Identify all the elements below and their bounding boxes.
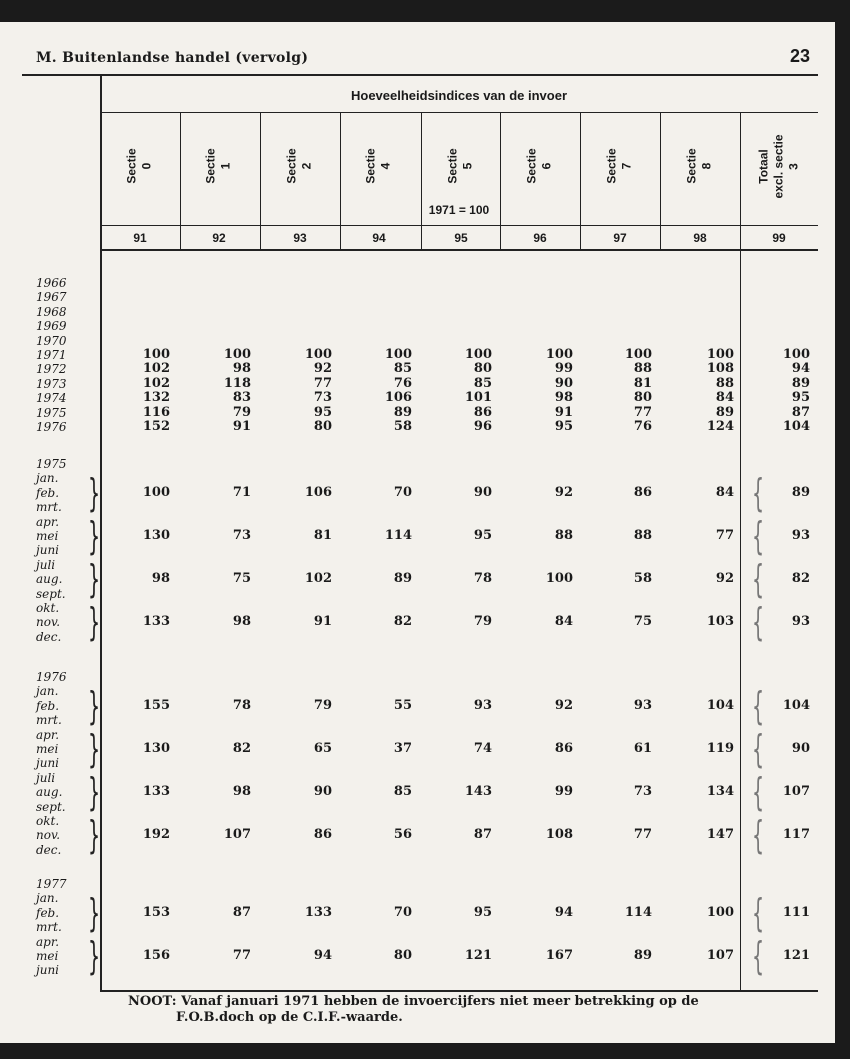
quarter-brace-right: { <box>752 514 765 558</box>
data-cell: 121 <box>464 948 492 963</box>
base-year-label: 1971 = 100 <box>428 203 490 217</box>
section-header-line: 1 <box>219 162 234 170</box>
data-cell: 58 <box>633 571 652 587</box>
data-cell: 156 <box>142 948 170 963</box>
footnote <box>128 994 808 1026</box>
data-cell: 89 <box>791 484 810 500</box>
data-cell: 100 <box>706 904 734 920</box>
quarter-brace: } <box>88 770 101 815</box>
data-cell: 90 <box>313 784 332 800</box>
quarter-brace: } <box>88 727 101 771</box>
section-header-line: 5 <box>461 162 476 170</box>
data-cell: 98 <box>232 614 251 630</box>
month-label: juli <box>36 770 56 785</box>
year-label: 1966 <box>36 276 67 290</box>
total-column-divider <box>740 112 741 990</box>
column-number: 92 <box>212 231 226 245</box>
month-label: nov. <box>36 615 61 630</box>
data-cell: 89 <box>633 948 652 963</box>
data-cell: 167 <box>545 948 573 963</box>
table-top-rule <box>22 74 818 76</box>
data-cell: 79 <box>313 697 332 713</box>
month-label: apr. <box>36 934 60 949</box>
data-cell: 80 <box>633 390 652 406</box>
data-cell: 98 <box>232 361 251 377</box>
year-label: 1975 <box>36 457 67 471</box>
column-number: 91 <box>133 231 147 245</box>
data-cell: 133 <box>304 904 332 920</box>
data-cell: 82 <box>393 614 412 630</box>
column-divider <box>660 112 661 251</box>
column-number: 96 <box>533 231 547 245</box>
month-label: juli <box>36 557 56 572</box>
year-label: 1972 <box>36 362 67 377</box>
data-cell: 100 <box>545 571 573 587</box>
month-label: mei <box>36 742 59 756</box>
quarter-brace-right: { <box>752 890 765 935</box>
year-label: 1967 <box>36 290 67 305</box>
quarter-brace: } <box>88 600 101 645</box>
data-cell: 70 <box>393 904 412 920</box>
data-cell: 84 <box>715 390 734 406</box>
month-label: mrt. <box>36 500 62 515</box>
data-cell: 98 <box>151 571 170 587</box>
year-label: 1973 <box>36 376 67 391</box>
quarter-brace-right: { <box>752 727 765 771</box>
scan-top-edge <box>0 0 850 22</box>
data-cell: 119 <box>706 741 734 756</box>
data-cell: 77 <box>715 528 734 543</box>
page-number: 23 <box>790 46 811 66</box>
data-cell: 37 <box>393 741 412 756</box>
year-label: 1977 <box>36 877 67 891</box>
data-cell: 76 <box>393 375 412 391</box>
data-cell: 96 <box>473 419 492 434</box>
column-number: 98 <box>693 231 707 245</box>
data-cell: 94 <box>554 904 573 920</box>
quarter-brace-right: { <box>752 770 765 815</box>
data-cell: 84 <box>554 614 573 630</box>
year-label: 1974 <box>36 391 67 406</box>
data-cell: 102 <box>142 375 170 391</box>
data-cell: 70 <box>393 484 412 500</box>
section-header-text <box>525 148 555 183</box>
section-header-line: 7 <box>620 162 635 170</box>
data-cell: 104 <box>706 697 734 713</box>
section-header-line: 4 <box>379 162 394 170</box>
year-label: 1970 <box>36 333 67 348</box>
section-header <box>685 106 715 226</box>
section-header <box>364 106 394 226</box>
table-bottom-rule <box>100 990 818 992</box>
data-cell: 88 <box>554 528 573 543</box>
data-cell: 107 <box>706 948 734 963</box>
month-label: juni <box>36 963 60 978</box>
data-cell: 100 <box>545 347 573 362</box>
data-cell: 87 <box>791 404 810 420</box>
data-cell: 93 <box>791 614 810 630</box>
data-cell: 100 <box>384 347 412 362</box>
data-cell: 90 <box>554 375 573 391</box>
data-cell: 77 <box>633 827 652 843</box>
data-cell: 55 <box>393 697 412 713</box>
data-cell: 117 <box>782 827 810 843</box>
data-cell: 65 <box>313 741 332 756</box>
data-cell: 98 <box>554 390 573 406</box>
column-number: 93 <box>293 231 307 245</box>
year-label: 1968 <box>36 304 67 319</box>
data-cell: 90 <box>791 741 810 756</box>
data-cell: 100 <box>223 347 251 362</box>
section-header-line: Sectie <box>125 148 140 184</box>
data-cell: 124 <box>706 419 734 434</box>
data-cell: 82 <box>791 571 810 587</box>
data-cell: 86 <box>554 741 573 756</box>
section-header-line: Sectie <box>605 148 620 184</box>
data-cell: 58 <box>393 419 412 434</box>
month-label: nov. <box>36 828 61 843</box>
month-label: juni <box>36 543 60 558</box>
month-label: sept. <box>36 799 66 814</box>
section-header-line: 6 <box>540 162 555 170</box>
data-cell: 92 <box>554 697 573 713</box>
data-cell: 147 <box>706 827 734 843</box>
month-label: jan. <box>36 471 59 486</box>
data-cell: 133 <box>142 614 170 630</box>
data-cell: 100 <box>304 347 332 362</box>
data-cell: 83 <box>232 390 251 406</box>
data-cell: 100 <box>464 347 492 362</box>
section-header <box>204 106 234 226</box>
data-cell: 95 <box>473 528 492 543</box>
section-header-text <box>125 148 155 183</box>
quarter-brace-right: { <box>752 600 765 645</box>
section-header-line: Sectie <box>285 148 300 184</box>
month-label: jan. <box>36 684 59 699</box>
month-label: okt. <box>36 814 60 828</box>
data-cell: 85 <box>393 361 412 377</box>
data-cell: 121 <box>782 948 810 963</box>
footnote-line-1: NOOT: Vanaf januari 1971 hebben de invoercijfers niet meer betrekking op de <box>128 994 699 1009</box>
year-label: 1971 <box>36 348 67 362</box>
section-title: M. Buitenlandse handel (vervolg) <box>36 50 309 66</box>
data-cell: 75 <box>633 614 652 630</box>
quarter-brace: } <box>88 683 101 728</box>
data-cell: 77 <box>633 404 652 420</box>
section-header <box>605 106 635 226</box>
column-number: 95 <box>454 231 468 245</box>
section-header <box>446 106 476 226</box>
data-cell: 87 <box>232 904 251 920</box>
data-cell: 93 <box>791 528 810 543</box>
data-cell: 111 <box>782 904 810 920</box>
data-cell: 81 <box>313 528 332 543</box>
data-cell: 155 <box>142 697 170 713</box>
quarter-brace: } <box>88 514 101 558</box>
data-cell: 88 <box>715 375 734 391</box>
quarter-brace-right: { <box>752 683 765 728</box>
data-cell: 84 <box>715 484 734 500</box>
data-cell: 77 <box>313 375 332 391</box>
data-cell: 103 <box>706 614 734 630</box>
data-cell: 100 <box>142 484 170 500</box>
data-cell: 94 <box>313 948 332 963</box>
data-cell: 99 <box>554 361 573 377</box>
data-cell: 89 <box>715 404 734 420</box>
data-cell: 95 <box>313 404 332 420</box>
section-header-line: 0 <box>140 162 155 170</box>
quarter-brace: } <box>88 813 101 858</box>
data-cell: 95 <box>554 419 573 434</box>
quarter-brace: } <box>88 470 101 515</box>
data-cell: 88 <box>633 361 652 377</box>
data-cell: 95 <box>473 904 492 920</box>
month-label: apr. <box>36 514 60 529</box>
data-cell: 82 <box>232 741 251 756</box>
data-cell: 95 <box>791 390 810 406</box>
section-header-text <box>285 148 315 183</box>
data-cell: 80 <box>393 948 412 963</box>
data-cell: 71 <box>232 484 251 500</box>
data-cell: 73 <box>232 528 251 543</box>
data-cell: 107 <box>782 784 810 800</box>
data-cell: 89 <box>791 375 810 391</box>
section-header-line: Sectie <box>446 148 461 184</box>
month-label: dec. <box>36 842 62 857</box>
data-cell: 192 <box>142 827 170 843</box>
data-cell: 78 <box>232 697 251 713</box>
data-cell: 73 <box>633 784 652 800</box>
data-cell: 100 <box>706 347 734 362</box>
column-divider <box>421 112 422 251</box>
data-cell: 143 <box>464 784 492 800</box>
data-cell: 100 <box>782 347 810 362</box>
quarter-brace-right: { <box>752 470 765 515</box>
section-header <box>285 106 315 226</box>
data-cell: 92 <box>715 571 734 587</box>
data-cell: 100 <box>142 347 170 362</box>
month-label: jan. <box>36 891 59 906</box>
quarter-brace: } <box>88 557 101 602</box>
data-cell: 133 <box>142 784 170 800</box>
data-cell: 101 <box>464 390 492 406</box>
data-cell: 114 <box>624 904 652 920</box>
data-cell: 108 <box>706 361 734 377</box>
data-cell: 116 <box>142 404 170 420</box>
data-cell: 88 <box>633 528 652 543</box>
data-cell: 81 <box>633 375 652 391</box>
month-label: juni <box>36 756 60 771</box>
data-cell: 89 <box>393 404 412 420</box>
data-cell: 130 <box>142 741 170 756</box>
data-cell: 93 <box>473 697 492 713</box>
data-cell: 75 <box>232 571 251 587</box>
data-cell: 80 <box>313 419 332 434</box>
month-label: feb. <box>36 905 60 920</box>
data-cell: 89 <box>393 571 412 587</box>
month-label: mei <box>36 949 59 963</box>
data-cell: 130 <box>142 528 170 543</box>
data-cell: 93 <box>633 697 652 713</box>
super-header: Hoeveelheidsindices van de invoer <box>350 88 568 103</box>
data-cell: 99 <box>554 784 573 800</box>
month-label: aug. <box>36 785 63 800</box>
data-cell: 94 <box>791 361 810 377</box>
section-header <box>125 106 155 226</box>
section-header-line: Sectie <box>204 148 219 184</box>
data-cell: 78 <box>473 571 492 587</box>
column-number: 97 <box>613 231 627 245</box>
data-cell: 77 <box>232 948 251 963</box>
quarter-brace-right: { <box>752 813 765 858</box>
section-header-line: 2 <box>300 162 315 170</box>
data-cell: 86 <box>313 827 332 843</box>
data-cell: 91 <box>232 419 251 434</box>
section-header-line: Totaal <box>756 148 771 184</box>
month-label: dec. <box>36 629 62 644</box>
year-label: 1969 <box>36 319 67 334</box>
section-header-line: Sectie <box>685 148 700 184</box>
data-cell: 132 <box>142 390 170 406</box>
column-number: 94 <box>372 231 386 245</box>
data-cell: 87 <box>473 827 492 843</box>
column-divider <box>180 112 181 251</box>
data-cell: 104 <box>782 697 810 713</box>
data-cell: 102 <box>304 571 332 587</box>
month-label: mrt. <box>36 920 62 935</box>
data-cell: 106 <box>304 484 332 500</box>
data-cell: 153 <box>142 904 170 920</box>
section-header-line: excl. sectie <box>771 133 786 199</box>
data-cell: 98 <box>232 784 251 800</box>
month-label: sept. <box>36 586 66 601</box>
data-cell: 86 <box>473 404 492 420</box>
data-cell: 92 <box>313 361 332 377</box>
data-cell: 92 <box>554 484 573 500</box>
section-header-text <box>446 148 476 183</box>
data-cell: 118 <box>223 375 251 391</box>
column-divider <box>580 112 581 251</box>
year-label: 1976 <box>36 420 67 434</box>
month-label: okt. <box>36 601 60 615</box>
column-divider <box>260 112 261 251</box>
year-label: 1976 <box>36 670 67 684</box>
column-number-rule <box>100 249 818 251</box>
quarter-brace-right: { <box>752 557 765 602</box>
data-cell: 56 <box>393 827 412 843</box>
data-cell: 85 <box>393 784 412 800</box>
data-cell: 79 <box>232 404 251 420</box>
year-label: 1975 <box>36 405 67 420</box>
quarter-brace-right: { <box>752 934 765 978</box>
column-number: 99 <box>772 231 786 245</box>
section-header-line: Sectie <box>525 148 540 184</box>
data-cell: 104 <box>782 419 810 434</box>
section-header-line: 3 <box>786 162 801 170</box>
data-cell: 74 <box>473 741 492 756</box>
section-header-line: Sectie <box>364 148 379 184</box>
scan-bottom-edge <box>0 1043 850 1059</box>
month-label: feb. <box>36 485 60 500</box>
month-label: mrt. <box>36 713 62 728</box>
month-label: mei <box>36 529 59 543</box>
data-cell: 73 <box>313 390 332 406</box>
quarter-brace: } <box>88 890 101 935</box>
section-header <box>525 106 555 226</box>
footnote-line-2: F.O.B.doch op de C.I.F.-waarde. <box>176 1010 403 1025</box>
data-cell: 134 <box>706 784 734 800</box>
section-header-text <box>364 148 394 183</box>
section-header-line: 8 <box>700 162 715 170</box>
data-cell: 108 <box>545 827 573 843</box>
data-cell: 100 <box>624 347 652 362</box>
month-label: apr. <box>36 727 60 742</box>
section-header-text <box>605 148 635 183</box>
data-cell: 152 <box>142 419 170 434</box>
data-cell: 85 <box>473 375 492 391</box>
data-cell: 61 <box>633 741 652 756</box>
quarter-brace: } <box>88 934 101 978</box>
column-divider <box>500 112 501 251</box>
data-cell: 80 <box>473 361 492 377</box>
data-cell: 90 <box>473 484 492 500</box>
data-cell: 106 <box>384 390 412 406</box>
month-label: feb. <box>36 698 60 713</box>
data-cell: 107 <box>223 827 251 843</box>
data-cell: 79 <box>473 614 492 630</box>
data-cell: 91 <box>554 404 573 420</box>
section-header-text <box>204 148 234 183</box>
section-header-text <box>757 134 802 198</box>
data-cell: 114 <box>384 528 412 543</box>
section-header-text <box>685 148 715 183</box>
data-cell: 86 <box>633 484 652 500</box>
data-cell: 76 <box>633 419 652 434</box>
scan-right-edge <box>835 0 850 1059</box>
column-divider <box>340 112 341 251</box>
section-header <box>756 106 801 226</box>
month-label: aug. <box>36 572 63 587</box>
data-cell: 91 <box>313 614 332 630</box>
data-cell: 102 <box>142 361 170 377</box>
